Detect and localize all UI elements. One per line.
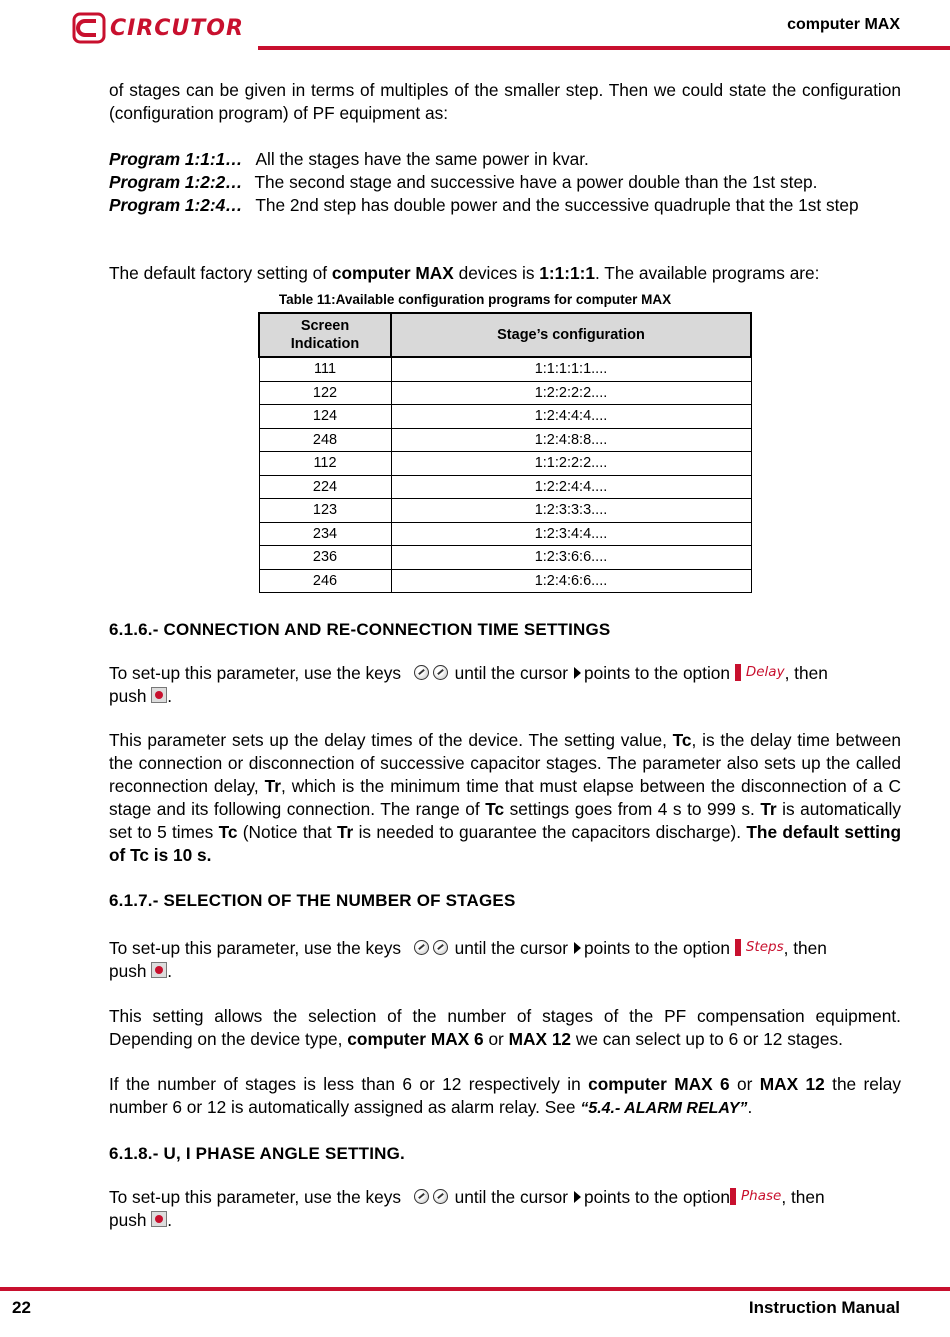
footer-title: Instruction Manual (748, 1298, 900, 1317)
instruction-text: , then (784, 663, 828, 683)
steps-description (109, 1005, 901, 1051)
default-program: 1:1:1:1 (539, 263, 596, 283)
instruction-text: To set-up this parameter, use the keys (109, 663, 402, 683)
option-label: Steps (745, 939, 784, 955)
device-name: MAX 12 (759, 1074, 825, 1094)
term-tc: Tc (218, 822, 238, 842)
body-text: This setting allows the selection of the number of stages of the PF compensation equipment. Depending on the device type, (109, 1006, 901, 1049)
option-label: Phase (741, 1188, 782, 1204)
program-label: Program 1:2:2… (109, 172, 243, 192)
table-cell: 1:2:4:6:6.... (391, 569, 751, 593)
down-key-icon (433, 1189, 448, 1204)
instruction-text: To set-up this parameter, use the keys (109, 938, 402, 958)
delay-option (735, 661, 785, 684)
programs-list (109, 148, 901, 217)
body-text: , is the delay time between the connection or disconnection of successive capacitor stages. The parameter also sets up the called reconnection delay, (109, 730, 901, 796)
instruction-text: . (167, 1210, 173, 1230)
setup-instruction-618 (109, 1185, 901, 1232)
table-row (259, 546, 751, 570)
header-stage-configuration: Stage’s configuration (391, 313, 751, 357)
table-row (259, 569, 751, 593)
cursor-arrow-icon (574, 1191, 581, 1203)
table-cell: 246 (259, 569, 391, 593)
default-text: devices is (453, 263, 540, 283)
header-screen-indication (259, 313, 391, 357)
header-rule (258, 46, 950, 50)
alarm-relay-description (109, 1073, 901, 1120)
delay-description (109, 729, 901, 867)
table-cell: 111 (259, 357, 391, 381)
body-text: or (483, 1029, 509, 1049)
term-tr: Tr (760, 799, 777, 819)
table-row (259, 499, 751, 523)
key-icons (412, 938, 450, 958)
term-tr: Tr (264, 776, 281, 796)
alarm-relay-reference[interactable]: “5.4.- ALARM RELAY” (580, 1100, 748, 1117)
table-cell: 224 (259, 475, 391, 499)
enter-key-icon (151, 687, 167, 703)
program-text: The second stage and successive have a power double than the 1st step. (254, 172, 818, 192)
cursor-arrow-icon (574, 667, 581, 679)
section-heading-616: 6.1.6.- CONNECTION AND RE-CONNECTION TIME SETTINGS (109, 620, 611, 639)
up-key-icon (414, 1189, 429, 1204)
option-label: Delay (745, 664, 785, 680)
default-tc-note: The default setting of Tc is 10 s. (109, 822, 901, 865)
default-device: computer MAX (331, 263, 454, 283)
cursor-arrow-icon (574, 942, 581, 954)
program-label: Program 1:2:4… (109, 195, 243, 215)
instruction-text: until the cursor (454, 663, 568, 683)
table-row (259, 475, 751, 499)
body-text: is needed to guarantee the capacitors discharge). (353, 822, 747, 842)
table-cell: 248 (259, 428, 391, 452)
table-cell: 1:2:2:2:2.... (391, 381, 751, 405)
table-row (259, 357, 751, 381)
key-icons (412, 663, 450, 683)
device-name: computer MAX 6 (588, 1074, 730, 1094)
table-cell: 234 (259, 522, 391, 546)
term-tc: Tc (672, 730, 692, 750)
body-text: settings goes from 4 s to 999 s. (504, 799, 761, 819)
option-marker (735, 939, 741, 956)
instruction-text: push (109, 686, 147, 706)
instruction-text: points to the option (583, 1187, 731, 1207)
program-item (109, 194, 901, 217)
circutor-logo-icon (72, 11, 106, 45)
table-cell: 1:2:4:4:4.... (391, 405, 751, 429)
instruction-text: . (167, 961, 173, 981)
footer-rule (0, 1287, 950, 1291)
body-text: or (729, 1074, 760, 1094)
config-programs-table (258, 312, 752, 593)
enter-key-icon (151, 1211, 167, 1227)
table-caption: Table 11:Available configuration programs for computer MAX (278, 292, 672, 307)
program-text: All the stages have the same power in kvar. (255, 149, 589, 169)
table-cell: 1:2:3:4:4.... (391, 522, 751, 546)
table-cell: 1:2:4:8:8.... (391, 428, 751, 452)
term-tr: Tr (336, 822, 354, 842)
table-cell: 1:2:3:3:3.... (391, 499, 751, 523)
table-row (259, 381, 751, 405)
option-marker (730, 1188, 736, 1205)
instruction-text: until the cursor (454, 938, 568, 958)
body-text: . (747, 1097, 753, 1117)
table-row (259, 522, 751, 546)
program-label: Program 1:1:1… (109, 149, 243, 169)
intro-paragraph: of stages can be given in terms of multiples of the smaller step. Then we could state the configuration (configuration program) of PF equipment as: (109, 80, 901, 123)
body-text: , which is the minimum time that must elapse between the disconnection of a C stage and its following connection. The range of (109, 776, 901, 819)
table-cell: 1:2:2:4:4.... (391, 475, 751, 499)
table-header-row (259, 313, 751, 357)
program-item (109, 171, 901, 194)
up-key-icon (414, 665, 429, 680)
body-text: the relay number 6 or 12 is automatically assigned as alarm relay. See (109, 1074, 901, 1117)
instruction-text: , then (781, 1187, 825, 1207)
instruction-text: To set-up this parameter, use the keys (109, 1187, 402, 1207)
header-line: Indication (290, 336, 360, 352)
table-cell: 1:2:3:6:6.... (391, 546, 751, 570)
page-number: 22 (12, 1298, 31, 1317)
table-cell: 124 (259, 405, 391, 429)
header-line: Screen (300, 318, 350, 334)
program-text: The 2nd step has double power and the successive quadruple that the 1st step (255, 195, 859, 215)
enter-key-icon (151, 962, 167, 978)
phase-option (730, 1185, 781, 1208)
table-cell: 1:1:1:1:1.... (391, 357, 751, 381)
instruction-text: until the cursor (454, 1187, 568, 1207)
section-heading-618: 6.1.8.- U, I PHASE ANGLE SETTING. (109, 1144, 405, 1163)
option-marker (735, 664, 741, 681)
device-name: MAX 12 (508, 1029, 572, 1049)
down-key-icon (433, 665, 448, 680)
body-text: If the number of stages is less than 6 or 12 respectively in (109, 1074, 589, 1094)
down-key-icon (433, 940, 448, 955)
body-text: (Notice that (237, 822, 337, 842)
setup-instruction-616 (109, 661, 901, 708)
instruction-text: push (109, 961, 147, 981)
default-setting-line (109, 262, 901, 285)
steps-option (735, 936, 784, 959)
instruction-text: push (109, 1210, 147, 1230)
instruction-text: points to the option (583, 938, 731, 958)
body-text: we can select up to 6 or 12 stages. (571, 1029, 843, 1049)
circutor-logo (72, 11, 244, 45)
table-cell: 123 (259, 499, 391, 523)
table-row (259, 452, 751, 476)
up-key-icon (414, 940, 429, 955)
instruction-text: , then (783, 938, 827, 958)
instruction-text: points to the option (583, 663, 731, 683)
table-cell: 1:1:2:2:2.... (391, 452, 751, 476)
section-heading-617: 6.1.7.- SELECTION OF THE NUMBER OF STAGES (109, 891, 516, 910)
table-cell: 112 (259, 452, 391, 476)
default-text: The default factory setting of (109, 263, 332, 283)
body-text: This parameter sets up the delay times of the device. The setting value, (109, 730, 673, 750)
table-cell: 236 (259, 546, 391, 570)
setup-instruction-617 (109, 936, 901, 983)
term-tc: Tc (485, 799, 505, 819)
body-text: is automatically set to 5 times (109, 799, 902, 842)
key-icons (412, 1187, 450, 1207)
header-title: computer MAX (787, 16, 900, 33)
default-text: . The available programs are: (595, 263, 820, 283)
logo-wordmark: CIRCUTOR (110, 15, 244, 41)
table-row (259, 405, 751, 429)
table-cell: 122 (259, 381, 391, 405)
device-name: computer MAX 6 (347, 1029, 484, 1049)
program-item (109, 148, 901, 171)
table-row (259, 428, 751, 452)
instruction-text: . (167, 686, 173, 706)
